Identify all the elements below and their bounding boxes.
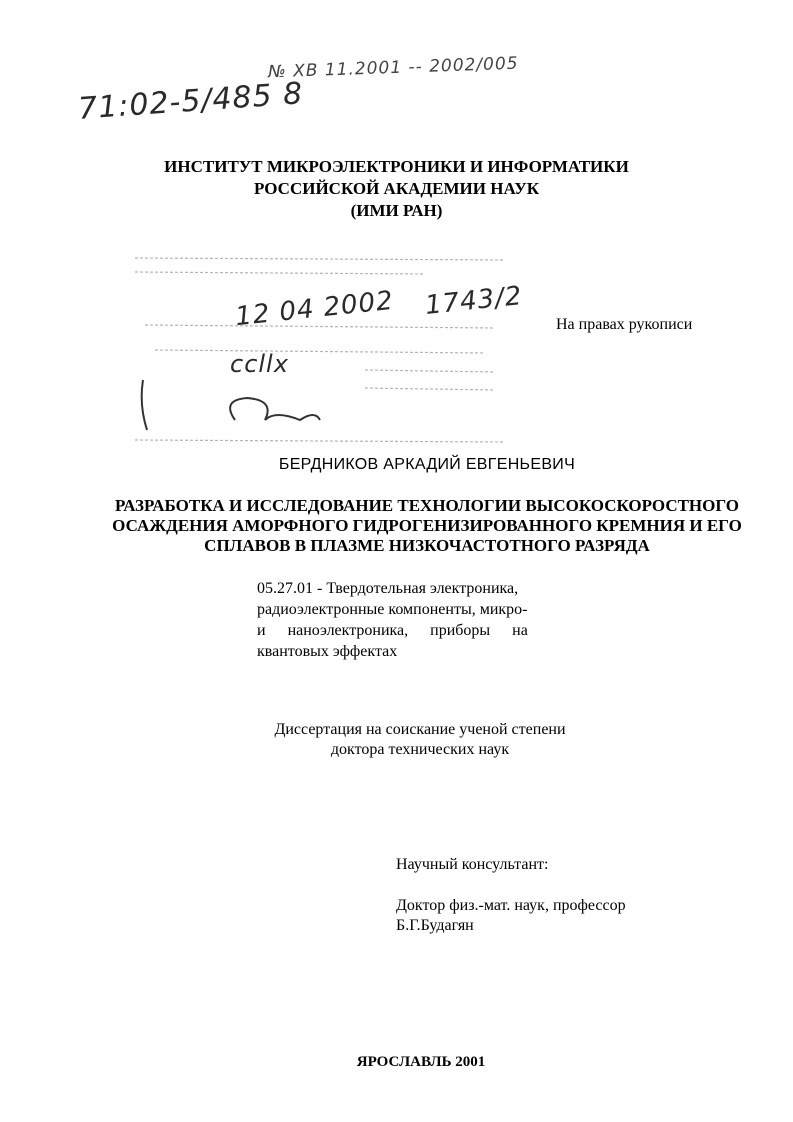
consultant-name: Б.Г.Будагян xyxy=(396,917,474,934)
specialty-line-1: 05.27.01 - Твердотельная электроника, xyxy=(257,580,519,597)
degree-block xyxy=(220,720,620,760)
registration-note: № ХВ 11.2001 -- 2002/005 xyxy=(267,53,519,83)
degree-line-1: Диссертация на соискание ученой степени xyxy=(274,721,566,738)
institute-name: ИНСТИТУТ МИКРОЭЛЕКТРОНИКИ И ИНФОРМАТИКИ xyxy=(164,157,629,176)
institute-abbreviation: (ИМИ РАН) xyxy=(350,201,443,220)
archive-number: 71:02-5/485 8 xyxy=(77,76,305,127)
academy-name: РОССИЙСКОЙ АКАДЕМИИ НАУК xyxy=(253,179,540,198)
title-line-1: РАЗРАБОТКА И ИССЛЕДОВАНИЕ ТЕХНОЛОГИИ ВЫСОКОСКОРОСТНОГО xyxy=(114,496,739,515)
library-stamp xyxy=(125,250,524,445)
specialty-line-3: и наноэлектроника, приборы на xyxy=(257,622,528,639)
specialty-line-4: квантовых эффектах xyxy=(257,643,398,660)
specialty-line-2: радиоэлектронные компоненты, микро- xyxy=(257,601,528,618)
author-name: БЕРДНИКОВ АРКАДИЙ ЕВГЕНЬЕВИЧ xyxy=(278,456,576,473)
manuscript-note: На правах рукописи xyxy=(556,316,693,333)
title-line-2: ОСАЖДЕНИЯ АМОРФНОГО ГИДРОГЕНИЗИРОВАННОГО КРЕМНИЯ И ЕГО xyxy=(112,516,742,535)
consultant-block xyxy=(396,896,626,936)
consultant-credentials: Доктор физ.-мат. наук, профессор xyxy=(396,897,626,914)
degree-line-2: доктора технических наук xyxy=(330,741,510,758)
institute-header xyxy=(0,156,793,222)
stamp-date: 12 04 2002 xyxy=(233,285,396,333)
consultant-label: Научный консультант: xyxy=(396,856,549,873)
title-line-3: СПЛАВОВ В ПЛАЗМЕ НИЗКОЧАСТОТНОГО РАЗРЯДА xyxy=(204,536,650,555)
specialty-block xyxy=(257,578,551,662)
dissertation-title xyxy=(0,496,793,556)
stamp-initials: ccllx xyxy=(230,350,289,378)
stamp-frame xyxy=(125,250,515,445)
stamp-number: 1743/2 xyxy=(423,280,524,322)
city-year: ЯРОСЛАВЛЬ 2001 xyxy=(356,1054,486,1070)
